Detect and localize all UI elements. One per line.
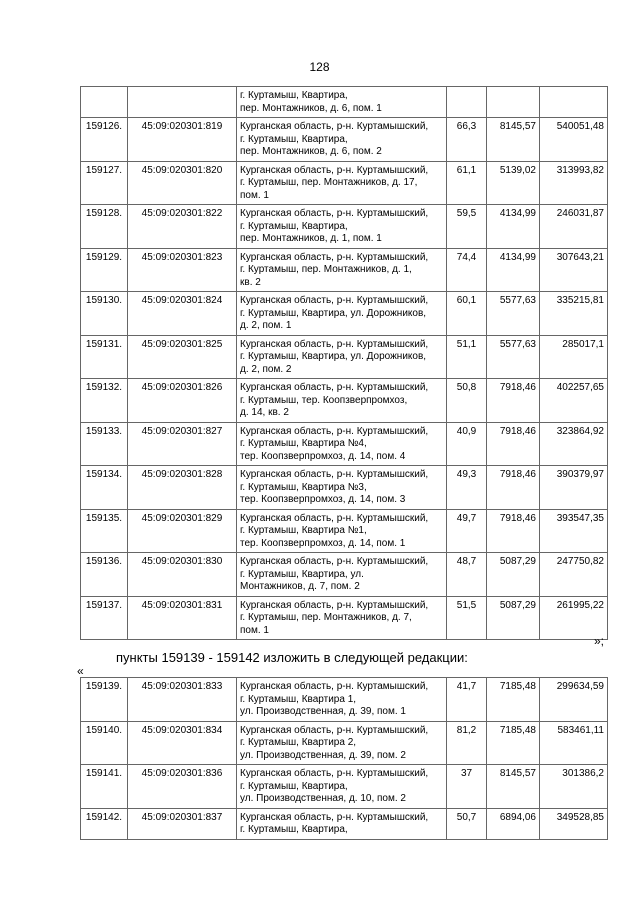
area-cell: 48,7 — [447, 553, 487, 597]
address-line: Курганская область, р-н. Куртамышский, — [240, 512, 429, 524]
row-number-cell — [81, 87, 128, 118]
address-line: г. Куртамыш, Квартира, ул. Дорожников, — [240, 351, 427, 362]
address-line: пер. Монтажников, д. 1, пом. 1 — [240, 233, 382, 244]
table-row — [81, 379, 608, 423]
table-row — [81, 205, 608, 249]
address-line: г. Куртамыш, Квартира №3, — [240, 481, 367, 493]
address-line: Курганская область, р-н. Куртамышский, — [240, 681, 429, 692]
address-line: ул. Производственная, д. 39, пом. 2 — [240, 749, 406, 761]
opening-quote: « — [77, 664, 84, 678]
address-line: д. 14, кв. 2 — [240, 407, 289, 418]
cadastral-number-cell: 45:09:020301:826 — [128, 379, 237, 423]
address-line: г. Куртамыш, Квартира 1, — [240, 693, 357, 705]
cadastral-number-cell: 45:09:020301:825 — [128, 335, 237, 379]
address-cell — [237, 118, 447, 162]
area-cell: 74,4 — [447, 248, 487, 292]
property-table-top — [80, 86, 608, 640]
address-line: г. Куртамыш, пер. Монтажников, д. 1, — [240, 264, 412, 275]
area-cell: 59,5 — [447, 205, 487, 249]
address-cell — [237, 678, 447, 722]
property-table-top-body — [81, 87, 608, 640]
unit-price-cell: 7918,46 — [487, 466, 540, 510]
area-cell: 81,2 — [447, 721, 487, 765]
total-value-cell: 313993,82 — [540, 161, 608, 205]
unit-price-cell: 8145,57 — [487, 118, 540, 162]
address-line: пер. Монтажников, д. 6, пом. 1 — [240, 102, 382, 114]
cadastral-number-cell: 45:09:020301:828 — [128, 466, 237, 510]
unit-price-cell: 6894,06 — [487, 808, 540, 839]
area-cell: 40,9 — [447, 422, 487, 466]
address-line: г. Куртамыш, Квартира, ул. Дорожников, — [240, 307, 427, 319]
property-table-bottom-body — [81, 678, 608, 840]
area-cell: 50,7 — [447, 808, 487, 839]
address-cell — [237, 808, 447, 839]
address-cell — [237, 553, 447, 597]
address-line: Курганская область, р-н. Куртамышский, — [240, 768, 429, 779]
address-cell — [237, 596, 447, 640]
table-row — [81, 808, 608, 839]
total-value-cell: 540051,48 — [540, 118, 608, 162]
row-number-cell: 159126. — [81, 118, 128, 162]
unit-price-cell: 5087,29 — [487, 553, 540, 597]
address-line: Курганская область, р-н. Куртамышский, — [240, 164, 429, 176]
address-line: пом. 1 — [240, 624, 269, 636]
address-cell — [237, 422, 447, 466]
row-number-cell: 159136. — [81, 553, 128, 597]
total-value-cell: 299634,59 — [540, 678, 608, 722]
unit-price-cell — [487, 87, 540, 118]
address-cell — [237, 509, 447, 553]
address-line: Курганская область, р-н. Куртамышский, — [240, 382, 429, 393]
row-number-cell: 159131. — [81, 335, 128, 379]
address-line: пер. Монтажников, д. 6, пом. 2 — [240, 146, 382, 157]
address-line: Курганская область, р-н. Куртамышский, — [240, 811, 429, 823]
address-line: г. Куртамыш, Квартира №1, — [240, 525, 367, 536]
cadastral-number-cell: 45:09:020301:823 — [128, 248, 237, 292]
area-cell: 50,8 — [447, 379, 487, 423]
address-cell — [237, 292, 447, 336]
address-line: тер. Коопзверпромхоз, д. 14, пом. 4 — [240, 450, 406, 462]
address-line: Курганская область, р-н. Куртамышский, — [240, 469, 429, 480]
unit-price-cell: 7918,46 — [487, 422, 540, 466]
table-row — [81, 335, 608, 379]
table-row — [81, 721, 608, 765]
cadastral-number-cell: 45:09:020301:833 — [128, 678, 237, 722]
total-value-cell: 307643,21 — [540, 248, 608, 292]
unit-price-cell: 7918,46 — [487, 379, 540, 423]
unit-price-cell: 5087,29 — [487, 596, 540, 640]
address-line: Монтажников, д. 7, пом. 2 — [240, 581, 360, 592]
address-cell — [237, 721, 447, 765]
cadastral-number-cell: 45:09:020301:822 — [128, 205, 237, 249]
address-line: Курганская область, р-н. Куртамышский, — [240, 121, 429, 132]
address-line: Курганская область, р-н. Куртамышский, — [240, 295, 429, 306]
area-cell: 37 — [447, 765, 487, 809]
address-line: г. Куртамыш, пер. Монтажников, д. 7, — [240, 612, 412, 623]
address-line: пом. 1 — [240, 189, 269, 201]
address-cell — [237, 161, 447, 205]
address-line: г. Куртамыш, Квартира 2, — [240, 737, 357, 748]
table-row — [81, 161, 608, 205]
row-number-cell: 159139. — [81, 678, 128, 722]
address-cell — [237, 205, 447, 249]
cadastral-number-cell: 45:09:020301:836 — [128, 765, 237, 809]
row-number-cell: 159128. — [81, 205, 128, 249]
address-line: Курганская область, р-н. Куртамышский, — [240, 338, 429, 350]
amendment-instruction: пункты 159139 - 159142 изложить в следующей редакции: — [116, 650, 468, 665]
row-number-cell: 159129. — [81, 248, 128, 292]
total-value-cell: 323864,92 — [540, 422, 608, 466]
address-line: г. Куртамыш, Квартира, — [240, 780, 348, 792]
address-line: Курганская область, р-н. Куртамышский, — [240, 425, 429, 437]
cadastral-number-cell: 45:09:020301:830 — [128, 553, 237, 597]
unit-price-cell: 5139,02 — [487, 161, 540, 205]
area-cell: 49,7 — [447, 509, 487, 553]
address-line: Курганская область, р-н. Куртамышский, — [240, 724, 429, 736]
address-line: г. Куртамыш, Квартира, — [240, 824, 348, 835]
table-row — [81, 292, 608, 336]
unit-price-cell: 7185,48 — [487, 721, 540, 765]
address-line: г. Куртамыш, пер. Монтажников, д. 17, — [240, 177, 418, 188]
address-line: Курганская область, р-н. Куртамышский, — [240, 556, 429, 567]
total-value-cell: 285017,1 — [540, 335, 608, 379]
row-number-cell: 159132. — [81, 379, 128, 423]
unit-price-cell: 4134,99 — [487, 205, 540, 249]
row-number-cell: 159140. — [81, 721, 128, 765]
address-line: г. Куртамыш, Квартира, ул. — [240, 568, 364, 580]
total-value-cell: 390379,97 — [540, 466, 608, 510]
area-cell: 60,1 — [447, 292, 487, 336]
address-line: ул. Производственная, д. 10, пом. 2 — [240, 793, 406, 804]
address-cell — [237, 335, 447, 379]
cadastral-number-cell: 45:09:020301:819 — [128, 118, 237, 162]
total-value-cell: 261995,22 — [540, 596, 608, 640]
table-row — [81, 509, 608, 553]
area-cell: 51,5 — [447, 596, 487, 640]
address-line: д. 2, пом. 2 — [240, 363, 292, 375]
table-row — [81, 596, 608, 640]
cadastral-number-cell: 45:09:020301:820 — [128, 161, 237, 205]
row-number-cell: 159133. — [81, 422, 128, 466]
unit-price-cell: 4134,99 — [487, 248, 540, 292]
cadastral-number-cell: 45:09:020301:834 — [128, 721, 237, 765]
address-line: Курганская область, р-н. Куртамышский, — [240, 599, 429, 611]
cadastral-number-cell: 45:09:020301:837 — [128, 808, 237, 839]
total-value-cell: 246031,87 — [540, 205, 608, 249]
address-line: тер. Коопзверпромхоз, д. 14, пом. 3 — [240, 494, 406, 505]
unit-price-cell: 5577,63 — [487, 335, 540, 379]
table-row — [81, 466, 608, 510]
area-cell: 66,3 — [447, 118, 487, 162]
address-cell — [237, 765, 447, 809]
cadastral-number-cell: 45:09:020301:829 — [128, 509, 237, 553]
total-value-cell: 301386,2 — [540, 765, 608, 809]
area-cell: 49,3 — [447, 466, 487, 510]
table-row — [81, 87, 608, 118]
row-number-cell: 159135. — [81, 509, 128, 553]
address-cell — [237, 87, 447, 118]
total-value-cell — [540, 87, 608, 118]
area-cell — [447, 87, 487, 118]
table-row — [81, 765, 608, 809]
page-number: 128 — [309, 60, 330, 74]
address-line: г. Куртамыш, тер. Коопзверпромхоз, — [240, 394, 408, 406]
total-value-cell: 393547,35 — [540, 509, 608, 553]
closing-quote: »; — [594, 634, 605, 648]
row-number-cell: 159127. — [81, 161, 128, 205]
cadastral-number-cell: 45:09:020301:831 — [128, 596, 237, 640]
address-line: тер. Коопзверпромхоз, д. 14, пом. 1 — [240, 537, 406, 549]
row-number-cell: 159141. — [81, 765, 128, 809]
area-cell: 41,7 — [447, 678, 487, 722]
total-value-cell: 402257,65 — [540, 379, 608, 423]
table-row — [81, 553, 608, 597]
total-value-cell: 583461,11 — [540, 721, 608, 765]
unit-price-cell: 5577,63 — [487, 292, 540, 336]
address-line: Курганская область, р-н. Куртамышский, — [240, 208, 429, 219]
address-line: Курганская область, р-н. Куртамышский, — [240, 251, 429, 263]
cadastral-number-cell — [128, 87, 237, 118]
property-table-bottom — [80, 677, 608, 840]
address-cell — [237, 248, 447, 292]
address-line: г. Куртамыш, Квартира, — [240, 90, 348, 101]
row-number-cell: 159142. — [81, 808, 128, 839]
table-row — [81, 678, 608, 722]
area-cell: 61,1 — [447, 161, 487, 205]
address-line: кв. 2 — [240, 276, 261, 288]
row-number-cell: 159134. — [81, 466, 128, 510]
total-value-cell: 349528,85 — [540, 808, 608, 839]
row-number-cell: 159137. — [81, 596, 128, 640]
unit-price-cell: 7185,48 — [487, 678, 540, 722]
address-line: д. 2, пом. 1 — [240, 320, 292, 331]
total-value-cell: 335215,81 — [540, 292, 608, 336]
unit-price-cell: 8145,57 — [487, 765, 540, 809]
total-value-cell: 247750,82 — [540, 553, 608, 597]
area-cell: 51,1 — [447, 335, 487, 379]
cadastral-number-cell: 45:09:020301:827 — [128, 422, 237, 466]
address-cell — [237, 379, 447, 423]
table-row — [81, 118, 608, 162]
cadastral-number-cell: 45:09:020301:824 — [128, 292, 237, 336]
address-line: г. Куртамыш, Квартира, — [240, 220, 348, 232]
row-number-cell: 159130. — [81, 292, 128, 336]
address-line: г. Куртамыш, Квартира №4, — [240, 438, 367, 449]
unit-price-cell: 7918,46 — [487, 509, 540, 553]
address-cell — [237, 466, 447, 510]
address-line: г. Куртамыш, Квартира, — [240, 133, 348, 145]
table-row — [81, 248, 608, 292]
table-row — [81, 422, 608, 466]
address-line: ул. Производственная, д. 39, пом. 1 — [240, 706, 406, 717]
